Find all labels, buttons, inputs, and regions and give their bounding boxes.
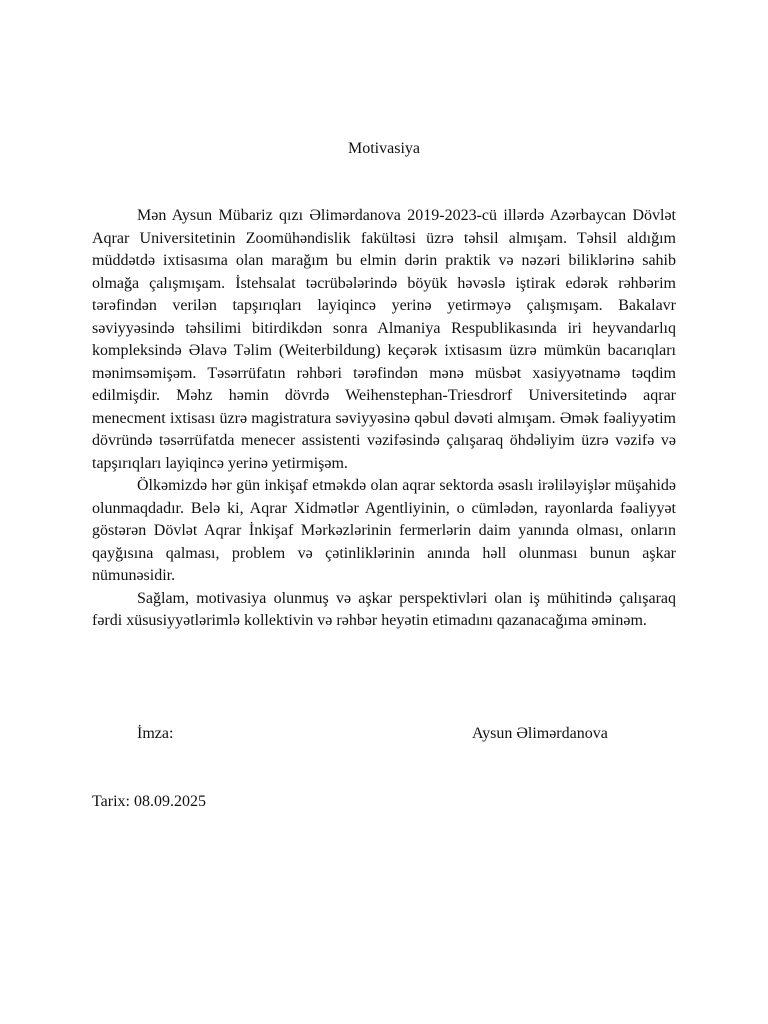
document-body [92,205,676,633]
date-line: Tarix: 08.09.2025 [92,793,206,810]
signature-label: İmza: [137,725,174,742]
body-paragraph: Ölkəmizdə hər gün inkişaf etməkdə olan aqrar sektorda əsaslı irəliləyişlər müşahidə olunmaqdadır. Belə ki, Aqrar Xidmətlər Agentliyinin, o cümlədən, rayonlarda fəaliyyət göstərən Dövlət Aqrar İnkişaf Mərkəzlərinin fermerlərin daim yanında olması, onların qayğısına qalması, problem və çətinliklərinin anında həll olunması bunun aşkar nümunəsidir. [92,477,676,584]
body-paragraph: Mən Aysun Mübariz qızı Əlimərdanova 2019-2023-cü illərdə Azərbaycan Dövlət Aqrar Universitetinin Zoomühəndislik fakültəsi üzrə təhsil almışam. Təhsil aldığım müddətdə ixtisasıma olan marağım bu elmin dərin praktik və nəzəri biliklərinə sahib olmağa çalışmışam. İstehsalat təcrübələrində böyük həvəslə iştirak edərək rəhbərim tərəfindən verilən tapşırıqları layiqincə yerinə yetirməyə çalışmışam. Bakalavr səviyyəsində təhsilimi bitirdikdən sonra Almaniya Respublikasında iri heyvandarlıq kompleksində Əlavə Təlim (Weiterbildung) keçərək ixtisasım üzrə mümkün bacarıqları mənimsəmişəm. Təsərrüfatın rəhbəri tərəfindən mənə müsbət xasiyyətnamə təqdim edilmişdir. Məhz həmin dövrdə Weihenstephan-Triesdrorf Universitetində aqrar menecment ixtisası üzrə magistratura səviyyəsinə qəbul dəvəti almışam. Əmək fəaliyyətim dövründə təsərrüfatda menecer assistenti vəzifəsində çalışaraq öhdəliyim üzrə vəzifə və tapşırıqları layiqincə yerinə yetirmişəm. [92,207,676,472]
signature-name: Aysun Əlimərdanova [472,725,608,742]
document-title: Motivasiya [348,140,420,157]
body-paragraph: Sağlam, motivasiya olunmuş və aşkar perspektivləri olan iş mühitində çalışaraq fərdi xüsusiyyətlərimlə kollektivin və rəhbər heyətin etimadını qazanacağıma əminəm. [92,589,676,629]
